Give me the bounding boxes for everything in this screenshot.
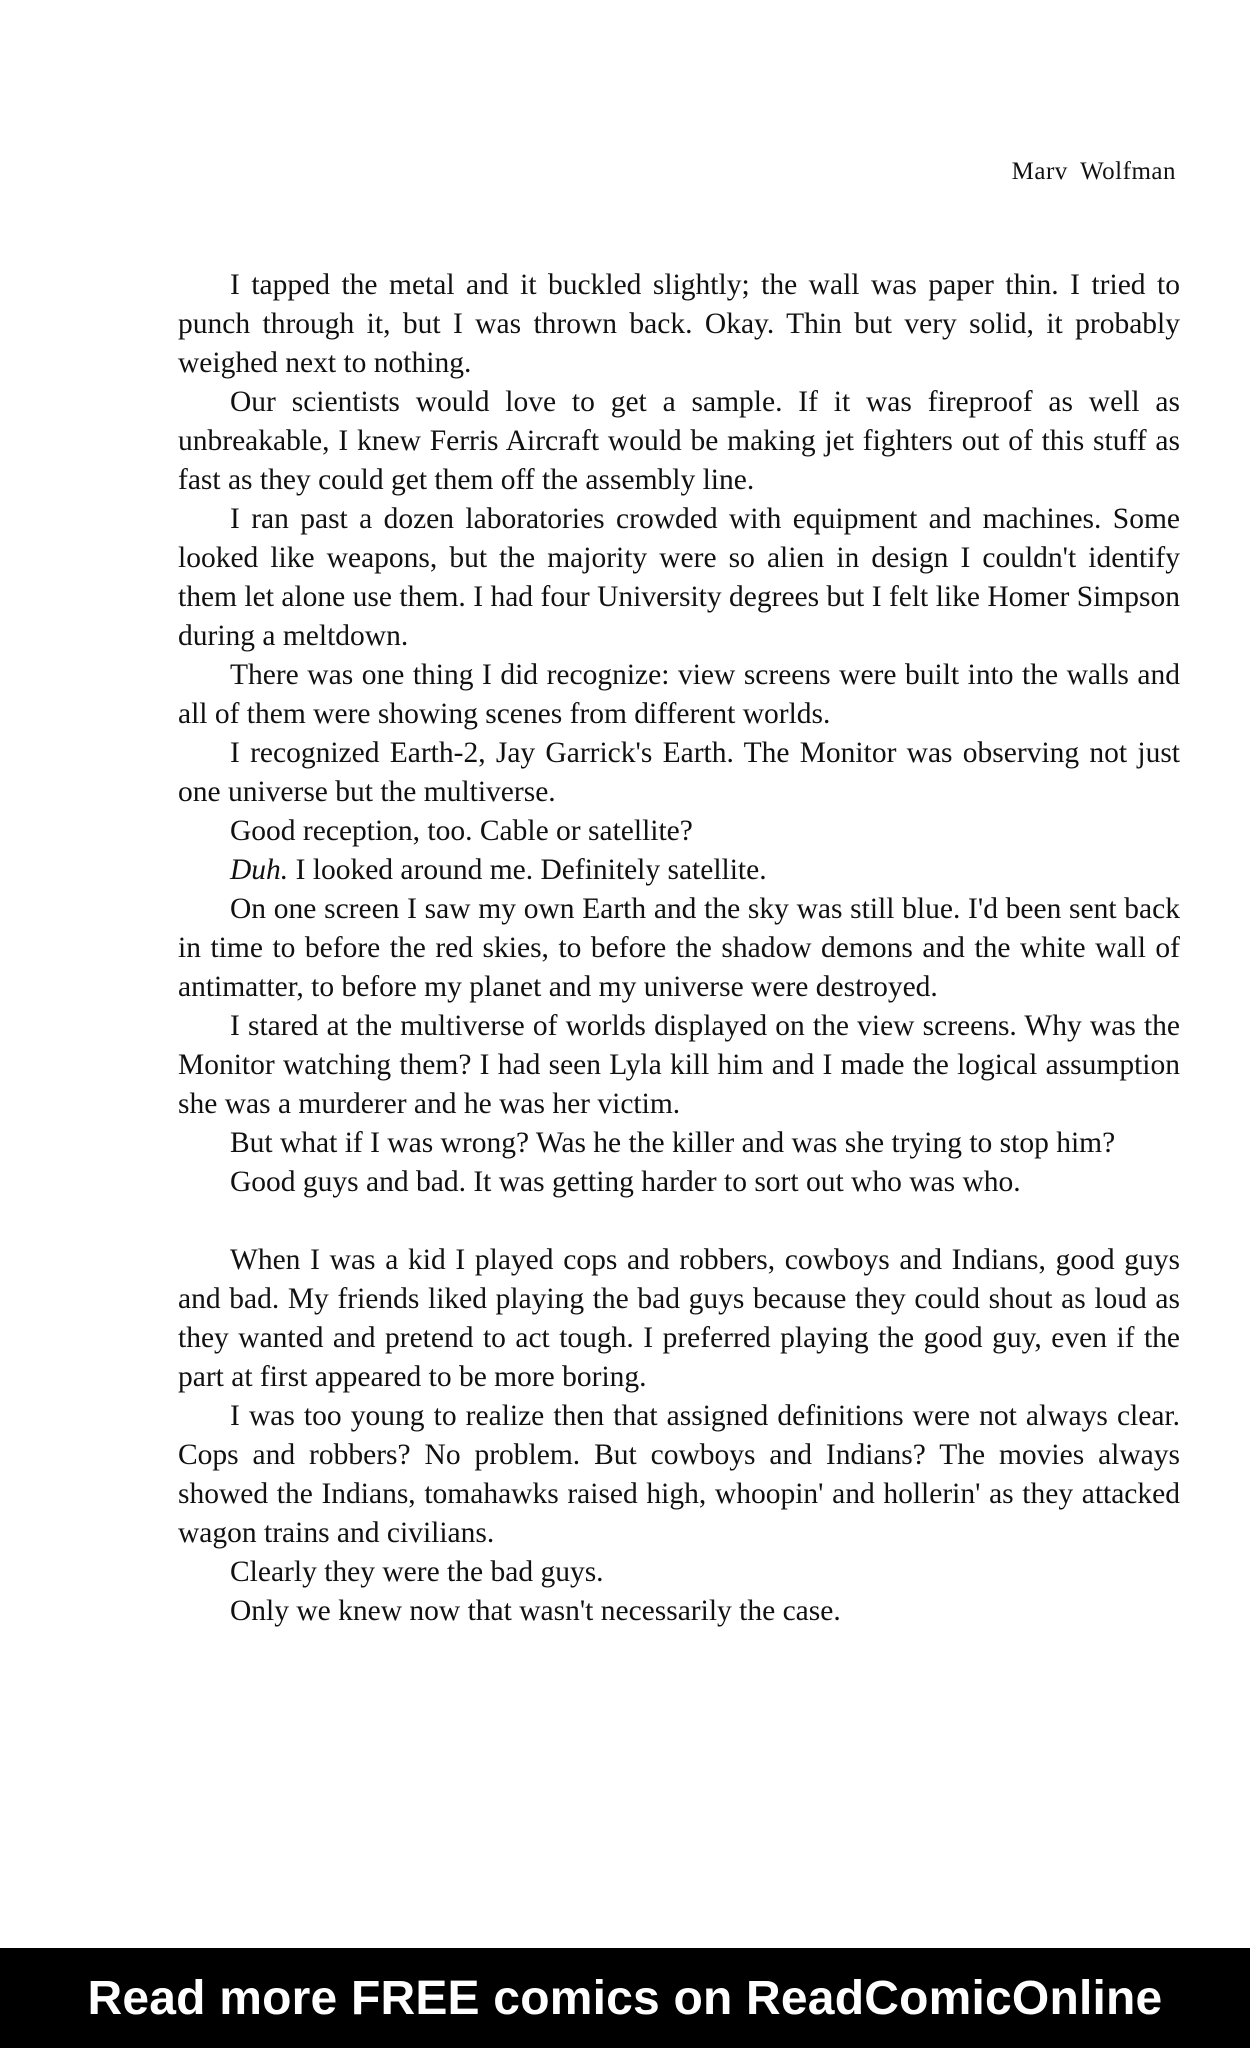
paragraph: There was one thing I did recognize: view screens were built into the walls and all of them were showing scenes from different worlds. [178, 659, 1180, 730]
chapter-body [178, 266, 1180, 1631]
paragraph: I stared at the multiverse of worlds displayed on the view screens. Why was the Monitor watching them? I had seen Lyla kill him and I made the logical assumption she was a murderer and he was her victim. [178, 1010, 1180, 1120]
paragraph: I ran past a dozen laboratories crowded with equipment and machines. Some looked like weapons, but the majority were so alien in design I couldn't identify them let alone use them. I had four University degrees but I felt like Homer Simpson during a meltdown. [178, 503, 1180, 652]
running-head-author: Marv Wolfman [1011, 158, 1176, 185]
paragraph: Clearly they were the bad guys. [230, 1556, 604, 1588]
paragraph [178, 851, 1180, 890]
paragraph: Only we knew now that wasn't necessarily the case. [230, 1595, 841, 1627]
paragraph: I recognized Earth-2, Jay Garrick's Earth. The Monitor was observing not just one universe but the multiverse. [178, 737, 1180, 808]
paragraph: Good reception, too. Cable or satellite? [230, 815, 693, 847]
paragraph-text: I looked around me. Definitely satellite. [288, 854, 767, 886]
promo-banner[interactable] [0, 1948, 1250, 2048]
paragraph: I tapped the metal and it buckled slightly; the wall was paper thin. I tried to punch through it, but I was thrown back. Okay. Thin but very solid, it probably weighed next to nothing. [178, 269, 1180, 379]
italic-emphasis: Duh. [230, 854, 289, 886]
paragraph: Good guys and bad. It was getting harder to sort out who was who. [230, 1166, 1021, 1198]
paragraph: On one screen I saw my own Earth and the sky was still blue. I'd been sent back in time to before the red skies, to before the shadow demons and the white wall of antimatter, to before my planet and my universe were destroyed. [178, 893, 1180, 1003]
paragraph: I was too young to realize then that assigned definitions were not always clear. Cops and robbers? No problem. But cowboys and Indians? The movies always showed the Indians, tomahawks raised high, whoopin' and hollerin' as they attacked wagon trains and civilians. [178, 1400, 1180, 1549]
promo-banner-link[interactable]: Read more FREE comics on ReadComicOnline [87, 1971, 1163, 2025]
paragraph: But what if I was wrong? Was he the killer and was she trying to stop him? [230, 1127, 1116, 1159]
scene-break [178, 1202, 1180, 1241]
paragraph: When I was a kid I played cops and robbers, cowboys and Indians, good guys and bad. My friends liked playing the bad guys because they could shout as loud as they wanted and pretend to act tough. I preferred playing the good guy, even if the part at first appeared to be more boring. [178, 1244, 1180, 1393]
paragraph: Our scientists would love to get a sample. If it was fireproof as well as unbreakable, I knew Ferris Aircraft would be making jet fighters out of this stuff as fast as they could get them off the assembly line. [178, 386, 1180, 496]
